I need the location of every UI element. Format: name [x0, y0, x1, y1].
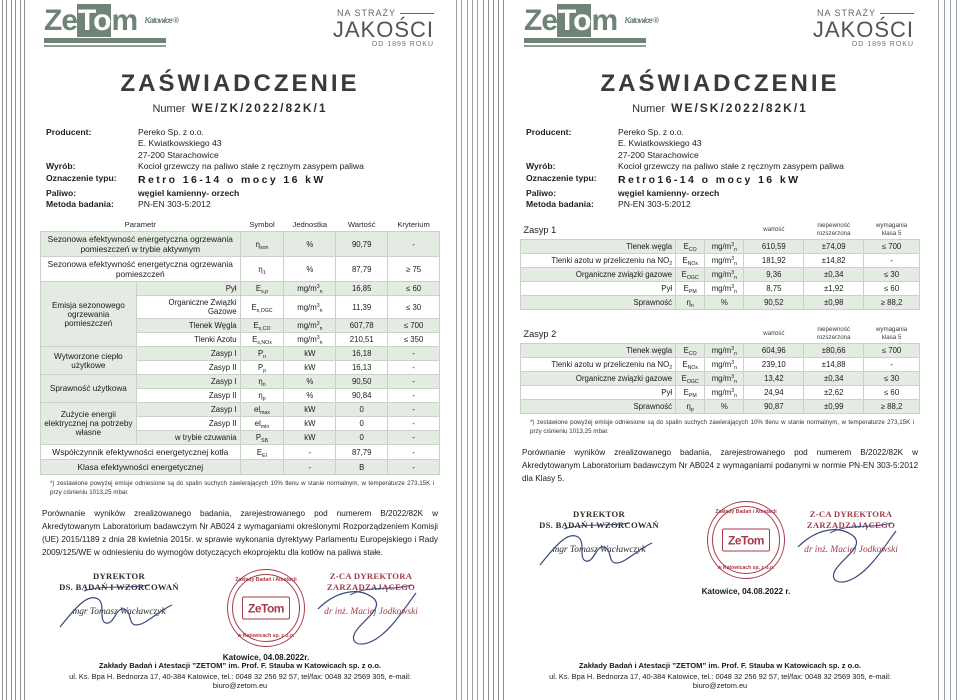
table-row — [521, 268, 920, 282]
footer-company-2: Zakłady Badań i Atestacji ”ZETOM” im. Prof. F. Stauba w Katowicach sp. z o.o. — [578, 661, 862, 670]
table-row — [41, 257, 440, 282]
row-unit: kW — [284, 361, 336, 375]
row-value: 90,87 — [744, 400, 804, 414]
row-criterion: - — [388, 232, 440, 257]
seal-core-logo: ZeTom — [242, 597, 290, 620]
row-group-label: Wytworzone ciepło użytkowe — [41, 347, 137, 375]
row-requirement: ≤ 30 — [864, 372, 920, 386]
parameters-table-wrap — [40, 218, 440, 475]
row-value: 87,79 — [336, 445, 388, 460]
signature-director — [44, 571, 194, 617]
row-unit: % — [705, 296, 744, 310]
row-symbol: $\eta_p$ — [676, 400, 705, 414]
footer-address: ul. Ks. Bpa H. Bednorza 17, 40-384 Katowice, tel.: 0048 32 256 92 57, tel/fax: 0048 32 2569 305, e-mail: biuro@zetom.eu — [69, 672, 411, 690]
column-header: wartość — [744, 324, 804, 344]
row-parameter: Organiczne związki gazowe — [521, 372, 676, 386]
column-header: wymagania klasa 5 — [864, 220, 920, 240]
meta-row — [526, 127, 934, 138]
logo-bar-thin — [44, 45, 166, 47]
scan-edge-stripes-right — [454, 0, 480, 700]
meta-value: węgiel kamienny- orzech — [138, 187, 240, 198]
row-symbol: $el_{max}$ — [240, 403, 284, 417]
certificate-number-2: WE/SK/2022/82K/1 — [671, 101, 808, 115]
row-value: 210,51 — [336, 333, 388, 347]
row-group-label: Emisja sezonowego ogrzewania pomieszczeń — [41, 282, 137, 347]
row-value: 16,18 — [336, 347, 388, 361]
footer-company: Zakłady Badań i Atestacji ”ZETOM” im. Prof. F. Stauba w Katowicach sp. z o.o. — [98, 661, 382, 670]
row-symbol: $E_{OGC}$ — [676, 372, 705, 386]
deputy-director-title-2: Z-CA DYREKTORA ZARZĄDZAJĄCEGO — [806, 509, 896, 531]
logo-bar — [44, 38, 166, 43]
official-seal-stamp — [227, 569, 305, 647]
zetom-logo-text: ZeTom Katowice ® — [44, 4, 178, 37]
director-title: DYREKTOR DS. BADAŃ I WZORCOWAŃ — [59, 571, 179, 593]
meta-value: Kocioł grzewczy na paliwo stałe z ręcznym zasypem paliwa — [618, 161, 844, 172]
row-symbol — [240, 460, 284, 475]
page-title: ZAŚWIADCZENIE — [120, 70, 360, 97]
meta-row — [526, 150, 934, 161]
row-value: 8,75 — [744, 282, 804, 296]
row-parameter: Tlenek Węgla — [136, 319, 240, 333]
row-uncertainty: ±0,98 — [804, 296, 864, 310]
row-symbol: $P_p$ — [240, 361, 284, 375]
certificate-page-right — [480, 0, 960, 700]
row-requirement: ≥ 88,2 — [864, 400, 920, 414]
zetom-logo-text-2: ZeTom Katowice ® — [524, 4, 658, 37]
row-value: 604,96 — [744, 344, 804, 358]
emission-note: *) zestawione powyżej emisje odniesione są do spalin suchych zawierających 10% tlenu w stanie normalnym, w temperaturze 273,15K i przy ciśnieniu 1013,25 mbar. — [50, 480, 434, 497]
row-uncertainty: ±0,34 — [804, 372, 864, 386]
row-criterion: - — [388, 361, 440, 375]
row-value: B — [336, 460, 388, 475]
row-uncertainty: ±14,88 — [804, 358, 864, 372]
row-requirement: ≤ 60 — [864, 282, 920, 296]
row-uncertainty: ±80,66 — [804, 344, 864, 358]
official-seal-stamp-2 — [707, 501, 785, 579]
row-unit: $mg/m^3_n$ — [705, 268, 744, 282]
city-date-2: Katowice, 04.08.2022 r. — [701, 587, 791, 597]
meta-block-2 — [526, 127, 934, 210]
meta-value: E. Kwiatkowskiego 43 — [618, 138, 702, 149]
meta-label: Producent: — [46, 127, 92, 137]
row-parameter: Organiczne Związki Gazowe — [136, 296, 240, 319]
scan-edge-stripes-right-2 — [934, 0, 960, 700]
row-symbol: $P_{SB}$ — [240, 431, 284, 445]
director-name: mgr Tomasz Wacławczyk — [72, 607, 166, 618]
emblem-line-2: JAKOŚCI — [332, 17, 434, 42]
seal-core-logo-2: ZeTom — [722, 529, 770, 552]
meta-value: Pereko Sp. z o.o. — [138, 127, 204, 137]
director-title-2: DYREKTOR DS. BADAŃ I WZORCOWAŃ — [539, 509, 659, 531]
row-uncertainty: ±0,99 — [804, 400, 864, 414]
row-unit: % — [284, 375, 336, 389]
meta-label: Oznaczenie typu: — [526, 172, 597, 183]
column-header: niepewność rozszerzona — [804, 324, 864, 344]
row-criterion: - — [388, 403, 440, 417]
row-symbol: $E_{s,p}$ — [240, 282, 284, 296]
quality-emblem — [333, 8, 434, 48]
row-value: 11,39 — [336, 296, 388, 319]
deputy-director-name: dr inż. Maciej Jodkowski — [324, 607, 418, 618]
table-header-row — [521, 220, 920, 240]
table-row — [41, 232, 440, 257]
row-parameter: Pył — [136, 282, 240, 296]
row-uncertainty: ±0,34 — [804, 268, 864, 282]
meta-label — [526, 138, 618, 149]
row-unit: $mg/m^3_n$ — [705, 254, 744, 268]
row-requirement: ≤ 60 — [864, 386, 920, 400]
column-header: Wartość — [336, 218, 388, 232]
row-symbol: $E_{s,NOx}$ — [240, 333, 284, 347]
table-row — [521, 254, 920, 268]
deputy-director-title: Z-CA DYREKTORA ZARZĄDZAJĄCEGO — [326, 571, 416, 593]
certificate-number-line-2 — [506, 101, 934, 115]
page-footer — [52, 661, 428, 690]
meta-row — [46, 199, 454, 210]
row-symbol: $E_{s,OGC}$ — [240, 296, 284, 319]
meta-label: Wyrób: — [46, 161, 76, 172]
row-symbol: $E_{OGC}$ — [676, 268, 705, 282]
meta-label: Paliwo: — [46, 187, 77, 198]
table-row — [521, 358, 920, 372]
meta-row — [526, 138, 934, 149]
row-value: 610,59 — [744, 240, 804, 254]
zetom-logo-2 — [524, 4, 658, 47]
row-unit: $mg/m^3_n$ — [284, 333, 336, 347]
emblem-line-2b: JAKOŚCI — [812, 17, 914, 42]
row-criterion: - — [388, 347, 440, 361]
row-unit: $mg/m^3_n$ — [284, 296, 336, 319]
logo-bar-2 — [524, 38, 646, 43]
row-unit: % — [284, 389, 336, 403]
meta-row — [526, 199, 934, 210]
row-requirement: ≥ 88,2 — [864, 296, 920, 310]
emblem-line-3: OD 1899 ROKU — [371, 41, 434, 48]
row-criterion: ≤ 700 — [388, 319, 440, 333]
column-header: Kryterium — [388, 218, 440, 232]
table-row — [521, 372, 920, 386]
meta-value: PN-EN 303-5:2012 — [138, 199, 211, 210]
meta-value: PN-EN 303-5:2012 — [618, 199, 691, 210]
city-date: Katowice, 04.08.2022r. — [222, 653, 310, 663]
row-parameter: w trybie czuwania — [136, 431, 240, 445]
zasyp-table-wrap — [520, 220, 920, 310]
column-header: niepewność rozszerzona — [804, 220, 864, 240]
meta-row — [46, 150, 454, 161]
emission-note-2: *) zestawione powyżej emisje odniesione są do spalin suchych zawierających 10% tlenu w stanie normalnym, w temperaturze 273,15K i przy ciśnieniu 1013,25 mbar. — [530, 419, 914, 436]
meta-label: Oznaczenie typu: — [46, 172, 117, 183]
emblem-line-3b: OD 1899 ROKU — [851, 41, 914, 48]
table-row — [521, 296, 920, 310]
row-value: 0 — [336, 403, 388, 417]
meta-value: 27-200 Starachowice — [618, 149, 699, 160]
signature-director-2 — [524, 509, 674, 555]
row-criterion: - — [388, 445, 440, 460]
seal-top-text: Zakłady Badań i Atestacji — [235, 577, 297, 584]
zasyp-tables — [506, 220, 934, 414]
table-row — [41, 403, 440, 417]
meta-label: Metoda badania: — [46, 199, 114, 210]
meta-value: Pereko Sp. z o.o. — [618, 127, 684, 137]
meta-label: Paliwo: — [526, 187, 557, 198]
meta-value: E. Kwiatkowskiego 43 — [138, 138, 222, 149]
row-unit: % — [284, 257, 336, 282]
row-value: 239,10 — [744, 358, 804, 372]
row-parameter: Tlenki azotu w przeliczeniu na $NO_2$ — [521, 358, 676, 372]
row-uncertainty: ±1,92 — [804, 282, 864, 296]
meta-row — [526, 173, 934, 188]
certificate-number-line — [26, 101, 454, 115]
table-body — [521, 344, 920, 414]
table-row — [521, 282, 920, 296]
footer-address-2: ul. Ks. Bpa H. Bednorza 17, 40-384 Katowice, tel.: 0048 32 256 92 57, tel/fax: 0048 32 2569 305, e-mail: biuro@zetom.eu — [549, 672, 891, 690]
row-symbol: $\eta_p$ — [240, 389, 284, 403]
logo-katowice-mark-2: Katowice ® — [624, 16, 658, 25]
meta-block — [46, 127, 454, 210]
row-unit: kW — [284, 347, 336, 361]
row-uncertainty: ±2,62 — [804, 386, 864, 400]
table-row — [41, 282, 440, 296]
comparison-paragraph: Porównanie wyników zrealizowanego badania, zarejestrowanego pod numerem B/2022/82K w Akredytowanym Laboratorium badawczym Nr AB024 z wymaganiami określonymi Rozporządzeniem Komisji (UE) 2015/1189 z dnia 28 kwietnia 2015r. w sprawie wykonania dyrektywy Parlamentu Europejskiego i Rady 2009/125/WE w odniesieniu do wymogów dotyczących ekoprojektu dla kotłów na paliwa stałe. — [42, 509, 438, 558]
table-row — [41, 445, 440, 460]
row-symbol: $E_{NOx}$ — [676, 358, 705, 372]
certificate-number: WE/ZK/2022/82K/1 — [191, 101, 328, 115]
row-criterion: ≤ 60 — [388, 282, 440, 296]
row-value: 181,92 — [744, 254, 804, 268]
row-requirement: - — [864, 254, 920, 268]
seal-top-text-2: Zakłady Badań i Atestacji — [715, 509, 777, 516]
director-name-2: mgr Tomasz Wacławczyk — [552, 545, 646, 556]
row-value: 24,94 — [744, 386, 804, 400]
meta-row — [526, 188, 934, 199]
row-criterion: ≤ 350 — [388, 333, 440, 347]
table-row — [521, 240, 920, 254]
quality-emblem-2 — [813, 8, 914, 48]
column-header: wymagania klasa 5 — [864, 324, 920, 344]
comparison-paragraph-2: Porównanie wyników zrealizowanego badania, zarejestrowanego pod numerem B/2022/82K w Akredytowanym Laboratorium badawczym Nr AB024 z wymaganiami podanymi w normie PN-EN 303-5:2012 dla Klasy 5. — [522, 448, 918, 484]
row-requirement: ≤ 700 — [864, 344, 920, 358]
row-parameter: Zasyp I — [136, 375, 240, 389]
meta-value: 27-200 Starachowice — [138, 149, 219, 160]
meta-row — [46, 188, 454, 199]
document-header-2 — [506, 0, 934, 62]
row-parameter: Sezonowa efektywność energetyczna ogrzewania pomieszczeń w trybie aktywnym — [41, 232, 241, 257]
row-uncertainty: ±74,09 — [804, 240, 864, 254]
column-header: Parametr — [41, 218, 241, 232]
row-parameter: Klasa efektywności energetycznej — [41, 460, 241, 475]
column-header: wartość — [744, 220, 804, 240]
row-symbol: $E_{CO}$ — [676, 240, 705, 254]
row-criterion: - — [388, 389, 440, 403]
document-header — [26, 0, 454, 62]
column-header: Jednostka — [284, 218, 336, 232]
row-unit: $mg/m^3_n$ — [705, 358, 744, 372]
meta-value: Retro16-14 o mocy 16 kW — [618, 173, 801, 186]
row-value: 16,85 — [336, 282, 388, 296]
row-parameter: Sezonowa efektywność energetyczna ogrzewania pomieszczeń — [41, 257, 241, 282]
row-criterion: - — [388, 375, 440, 389]
signature-area-2 — [506, 499, 934, 617]
table-header-row — [521, 324, 920, 344]
row-requirement: - — [864, 358, 920, 372]
zasyp-table — [520, 324, 920, 414]
row-value: 16,13 — [336, 361, 388, 375]
row-unit: - — [284, 445, 336, 460]
meta-row — [46, 173, 454, 188]
emblem-line-1b: NA STRAŻY — [813, 8, 914, 18]
row-symbol: $E_{CO}$ — [676, 344, 705, 358]
row-unit: $mg/m^3_n$ — [705, 386, 744, 400]
row-unit: % — [284, 232, 336, 257]
row-parameter: Zasyp II — [136, 361, 240, 375]
row-parameter: Tlenek węgla — [521, 240, 676, 254]
zasyp-caption: Zasyp 1 — [521, 220, 744, 240]
row-unit: $mg/m^3_n$ — [705, 282, 744, 296]
row-symbol: $\eta_n$ — [240, 375, 284, 389]
table-row — [521, 344, 920, 358]
meta-label: Wyrób: — [526, 161, 556, 172]
row-unit: $mg/m^3_n$ — [705, 344, 744, 358]
row-symbol: $\eta_n$ — [676, 296, 705, 310]
meta-row — [46, 127, 454, 138]
meta-label: Producent: — [526, 127, 572, 137]
row-parameter: Sprawność — [521, 400, 676, 414]
table-row — [521, 400, 920, 414]
row-parameter: Pył — [521, 386, 676, 400]
row-unit: kW — [284, 417, 336, 431]
meta-label — [46, 150, 138, 161]
row-unit: kW — [284, 431, 336, 445]
table-row — [41, 460, 440, 475]
row-value: 13,42 — [744, 372, 804, 386]
row-value: 9,36 — [744, 268, 804, 282]
meta-label: Metoda badania: — [526, 199, 594, 210]
meta-value: Retro 16-14 o mocy 16 kW — [138, 173, 326, 186]
zasyp-caption: Zasyp 2 — [521, 324, 744, 344]
row-parameter: Tlenki azotu w przeliczeniu na $NO_2$ — [521, 254, 676, 268]
column-header: Symbol — [240, 218, 284, 232]
row-criterion: ≥ 75 — [388, 257, 440, 282]
row-parameter: Organiczne związki gazowe — [521, 268, 676, 282]
meta-value: Kocioł grzewczy na paliwo stałe z ręcznym zasypem paliwa — [138, 161, 364, 172]
row-value: 90,52 — [744, 296, 804, 310]
row-symbol: $E_{PM}$ — [676, 282, 705, 296]
zasyp-table — [520, 220, 920, 310]
row-symbol: $E_{EI}$ — [240, 445, 284, 460]
row-unit: - — [284, 460, 336, 475]
table-row — [41, 347, 440, 361]
row-value: 87,79 — [336, 257, 388, 282]
table-header-row — [41, 218, 440, 232]
row-criterion: - — [388, 431, 440, 445]
table-body — [41, 232, 440, 475]
table-row — [41, 375, 440, 389]
row-symbol: $P_n$ — [240, 347, 284, 361]
row-unit: $mg/m^3_n$ — [705, 372, 744, 386]
meta-value: węgiel kamienny- orzech — [618, 187, 720, 198]
row-unit: $mg/m^3_n$ — [705, 240, 744, 254]
row-parameter: Tlenki Azotu — [136, 333, 240, 347]
zetom-logo — [44, 4, 178, 47]
scan-edge-stripes-left-2 — [480, 0, 506, 700]
meta-row — [526, 161, 934, 172]
seal-bottom-text-2: w Katowicach sp. z o.o. — [717, 565, 775, 572]
page-sheet-2 — [506, 0, 934, 700]
deputy-director-name-2: dr inż. Maciej Jodkowski — [804, 545, 898, 556]
page-title-2: ZAŚWIADCZENIE — [600, 70, 840, 97]
row-symbol: $E_{NOx}$ — [676, 254, 705, 268]
table-body — [521, 240, 920, 310]
row-requirement: ≤ 700 — [864, 240, 920, 254]
row-requirement: ≤ 30 — [864, 268, 920, 282]
row-parameter: Pył — [521, 282, 676, 296]
row-symbol: $\eta_1$ — [240, 257, 284, 282]
row-unit: $mg/m^3_n$ — [284, 282, 336, 296]
row-parameter: Sprawność — [521, 296, 676, 310]
row-symbol: $\eta_{son}$ — [240, 232, 284, 257]
parameters-table — [40, 218, 440, 475]
row-group-label: Sprawność użytkowa — [41, 375, 137, 403]
page-sheet — [26, 0, 454, 700]
number-label-2: Numer — [632, 103, 666, 115]
meta-row — [46, 138, 454, 149]
page-footer-2 — [532, 661, 908, 690]
row-value: 0 — [336, 417, 388, 431]
row-value: 607,78 — [336, 319, 388, 333]
number-label: Numer — [152, 103, 186, 115]
meta-label — [526, 150, 618, 161]
emblem-line-1: NA STRAŻY — [333, 8, 434, 18]
logo-bar-thin-2 — [524, 45, 646, 47]
row-value: 90,79 — [336, 232, 388, 257]
row-uncertainty: ±14,82 — [804, 254, 864, 268]
row-criterion: - — [388, 417, 440, 431]
signature-deputy-director-2 — [776, 509, 926, 555]
row-group-label: Zużycie energii elektrycznej na potrzeby własne — [41, 403, 137, 445]
row-unit: kW — [284, 403, 336, 417]
row-symbol: $E_{s,CO}$ — [240, 319, 284, 333]
row-criterion: - — [388, 460, 440, 475]
meta-label — [46, 138, 138, 149]
row-parameter: Zasyp I — [136, 403, 240, 417]
row-parameter: Zasyp II — [136, 389, 240, 403]
logo-katowice-mark: Katowice ® — [144, 16, 178, 25]
meta-row — [46, 161, 454, 172]
row-parameter: Współczynnik efektywności energetycznej kotła — [41, 445, 241, 460]
signature-deputy-director — [296, 571, 446, 617]
table-row — [521, 386, 920, 400]
scan-edge-stripes-left — [0, 0, 26, 700]
row-parameter: Tlenek węgla — [521, 344, 676, 358]
row-criterion: ≤ 30 — [388, 296, 440, 319]
row-value: 0 — [336, 431, 388, 445]
row-symbol: $E_{PM}$ — [676, 386, 705, 400]
row-unit: % — [705, 400, 744, 414]
row-unit: $mg/m^3_n$ — [284, 319, 336, 333]
row-value: 90,50 — [336, 375, 388, 389]
row-parameter: Zasyp I — [136, 347, 240, 361]
zasyp-table-wrap — [520, 324, 920, 414]
seal-bottom-text: w Katowicach sp. z o.o. — [237, 633, 295, 640]
row-parameter: Zasyp II — [136, 417, 240, 431]
row-symbol: $el_{min}$ — [240, 417, 284, 431]
row-value: 90,84 — [336, 389, 388, 403]
